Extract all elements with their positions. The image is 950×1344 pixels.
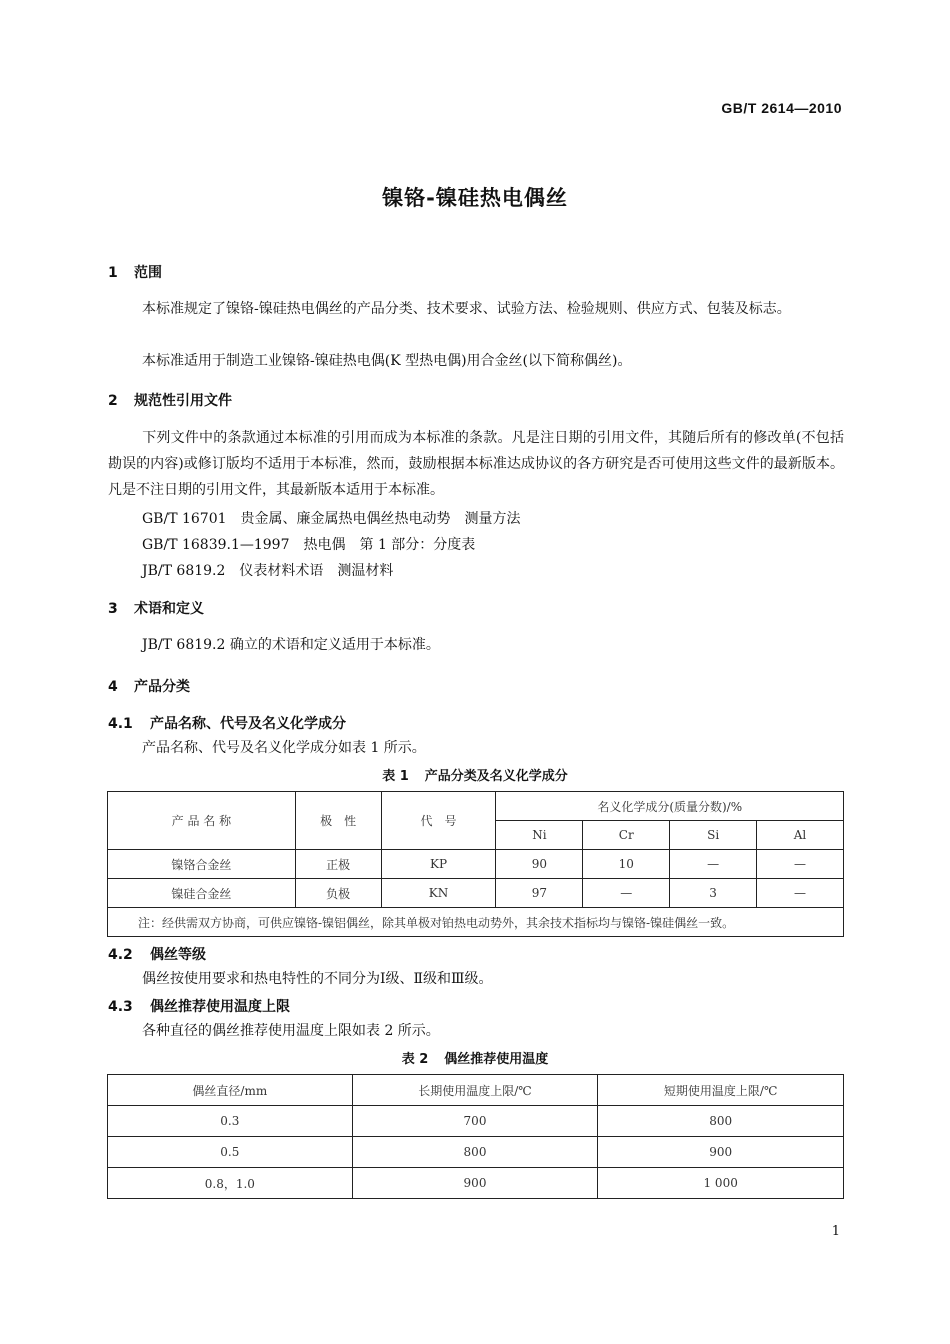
- section-number: 4: [108, 679, 118, 695]
- section-number: 4.3: [108, 999, 133, 1015]
- section-number: 2: [108, 393, 118, 409]
- table-header: 名义化学成分(质量分数)/%: [496, 792, 844, 821]
- section-number: 4.2: [108, 947, 133, 963]
- section-4-2-heading: [108, 944, 206, 964]
- table-header: Cr: [583, 821, 670, 850]
- table-cell: 镍硅合金丝: [108, 879, 296, 908]
- page-number: 1: [831, 1224, 840, 1239]
- reference-item: [142, 534, 489, 554]
- table-cell: 97: [496, 879, 583, 908]
- section-4-1-paragraph: 产品名称、代号及名义化学成分如表 1 所示。: [142, 740, 426, 756]
- table-cell: 0.8，1.0: [108, 1168, 353, 1199]
- reference-extra: 测量方法: [464, 511, 521, 527]
- reference-item: [142, 508, 535, 528]
- table-1: [107, 791, 844, 937]
- table-cell: —: [757, 850, 844, 879]
- section-3-heading: [108, 598, 204, 618]
- table-header: 产 品 名 称: [108, 792, 296, 850]
- section-title: 规范性引用文件: [134, 393, 232, 409]
- section-title: 偶丝推荐使用温度上限: [150, 999, 290, 1015]
- document-title: 镍铬-镍硅热电偶丝: [382, 186, 568, 210]
- table-cell: 700: [352, 1106, 598, 1137]
- section-4-3-heading: [108, 996, 290, 1016]
- reference-name: 热电偶: [303, 537, 346, 553]
- table-header: 长期使用温度上限/℃: [352, 1075, 598, 1106]
- table-cell: 900: [352, 1168, 598, 1199]
- section-title: 产品名称、代号及名义化学成分: [150, 716, 346, 732]
- standard-header: GB/T 2614—2010: [721, 100, 842, 116]
- table-2: [107, 1074, 844, 1199]
- section-title: 术语和定义: [134, 601, 204, 617]
- table-header: 偶丝直径/mm: [108, 1075, 353, 1106]
- table-header: Ni: [496, 821, 583, 850]
- table-2-caption: 表 2 偶丝推荐使用温度: [401, 1052, 549, 1067]
- reference-code: GB/T 16839.1—1997: [142, 537, 290, 553]
- table-cell: KP: [381, 850, 496, 879]
- table-row: [108, 1168, 844, 1199]
- section-title: 范围: [134, 265, 162, 281]
- section-1-paragraph-1: 本标准规定了镍铬-镍硅热电偶丝的产品分类、技术要求、试验方法、检验规则、供应方式、包装及标志。: [142, 301, 791, 317]
- section-2-paragraph-1: 下列文件中的条款通过本标准的引用而成为本标准的条款。凡是注日期的引用文件，其随后所有的修改单(不包括勘误的内容)或修订版均不适用于本标准，然而，鼓励根据本标准达成协议的各方研究是否可使用这些文件的最新版本。凡是不注日期的引用文件，其最新版本适用于本标准。: [108, 430, 844, 498]
- section-1-paragraph-2: 本标准适用于制造工业镍铬-镍硅热电偶(K 型热电偶)用合金丝(以下简称偶丝)。: [142, 353, 632, 369]
- section-3-paragraph-1: JB/T 6819.2 确立的术语和定义适用于本标准。: [142, 637, 440, 653]
- table-cell: 800: [598, 1106, 844, 1137]
- table-cell: 镍铬合金丝: [108, 850, 296, 879]
- table-header: 代 号: [381, 792, 496, 850]
- table-cell: 负极: [295, 879, 381, 908]
- section-title: 产品分类: [134, 679, 190, 695]
- table-header: Al: [757, 821, 844, 850]
- section-1-heading: [108, 262, 162, 282]
- table-1-caption: 表 1 产品分类及名义化学成分: [382, 769, 568, 784]
- table-note: 注：经供需双方协商，可供应镍铬-镍铝偶丝，除其单极对铂热电动势外，其余技术指标均与镍铬-镍硅偶丝一致。: [108, 908, 844, 937]
- table-row: [108, 850, 844, 879]
- section-4-heading: [108, 676, 190, 696]
- table-header: Si: [670, 821, 757, 850]
- table-cell: 90: [496, 850, 583, 879]
- table-row: [108, 1137, 844, 1168]
- reference-extra: 第 1 部分：分度表: [359, 537, 476, 553]
- reference-code: JB/T 6819.2: [142, 563, 226, 579]
- reference-extra: 测温材料: [337, 563, 394, 579]
- section-4-3-paragraph: 各种直径的偶丝推荐使用温度上限如表 2 所示。: [142, 1023, 440, 1039]
- table-row: [108, 879, 844, 908]
- section-title: 偶丝等级: [150, 947, 206, 963]
- section-4-2-paragraph: 偶丝按使用要求和热电特性的不同分为Ⅰ级、Ⅱ级和Ⅲ级。: [142, 971, 493, 987]
- table-cell: 0.5: [108, 1137, 353, 1168]
- table-cell: —: [670, 850, 757, 879]
- table-cell: 10: [583, 850, 670, 879]
- section-number: 1: [108, 265, 118, 281]
- reference-item: [142, 560, 407, 580]
- table-header: 极 性: [295, 792, 381, 850]
- reference-code: GB/T 16701: [142, 511, 227, 527]
- table-cell: 900: [598, 1137, 844, 1168]
- section-number: 4.1: [108, 716, 133, 732]
- table-note-row: [108, 908, 844, 937]
- table-cell: KN: [381, 879, 496, 908]
- section-number: 3: [108, 601, 118, 617]
- table-cell: 正极: [295, 850, 381, 879]
- section-4-1-heading: [108, 713, 346, 733]
- section-2-heading: [108, 390, 232, 410]
- reference-name: 仪表材料术语: [239, 563, 324, 579]
- table-cell: 3: [670, 879, 757, 908]
- table-cell: 0.3: [108, 1106, 353, 1137]
- reference-name: 贵金属、廉金属热电偶丝热电动势: [240, 511, 451, 527]
- table-cell: —: [583, 879, 670, 908]
- table-header: 短期使用温度上限/℃: [598, 1075, 844, 1106]
- table-cell: 1 000: [598, 1168, 844, 1199]
- table-row: [108, 1106, 844, 1137]
- table-cell: —: [757, 879, 844, 908]
- table-cell: 800: [352, 1137, 598, 1168]
